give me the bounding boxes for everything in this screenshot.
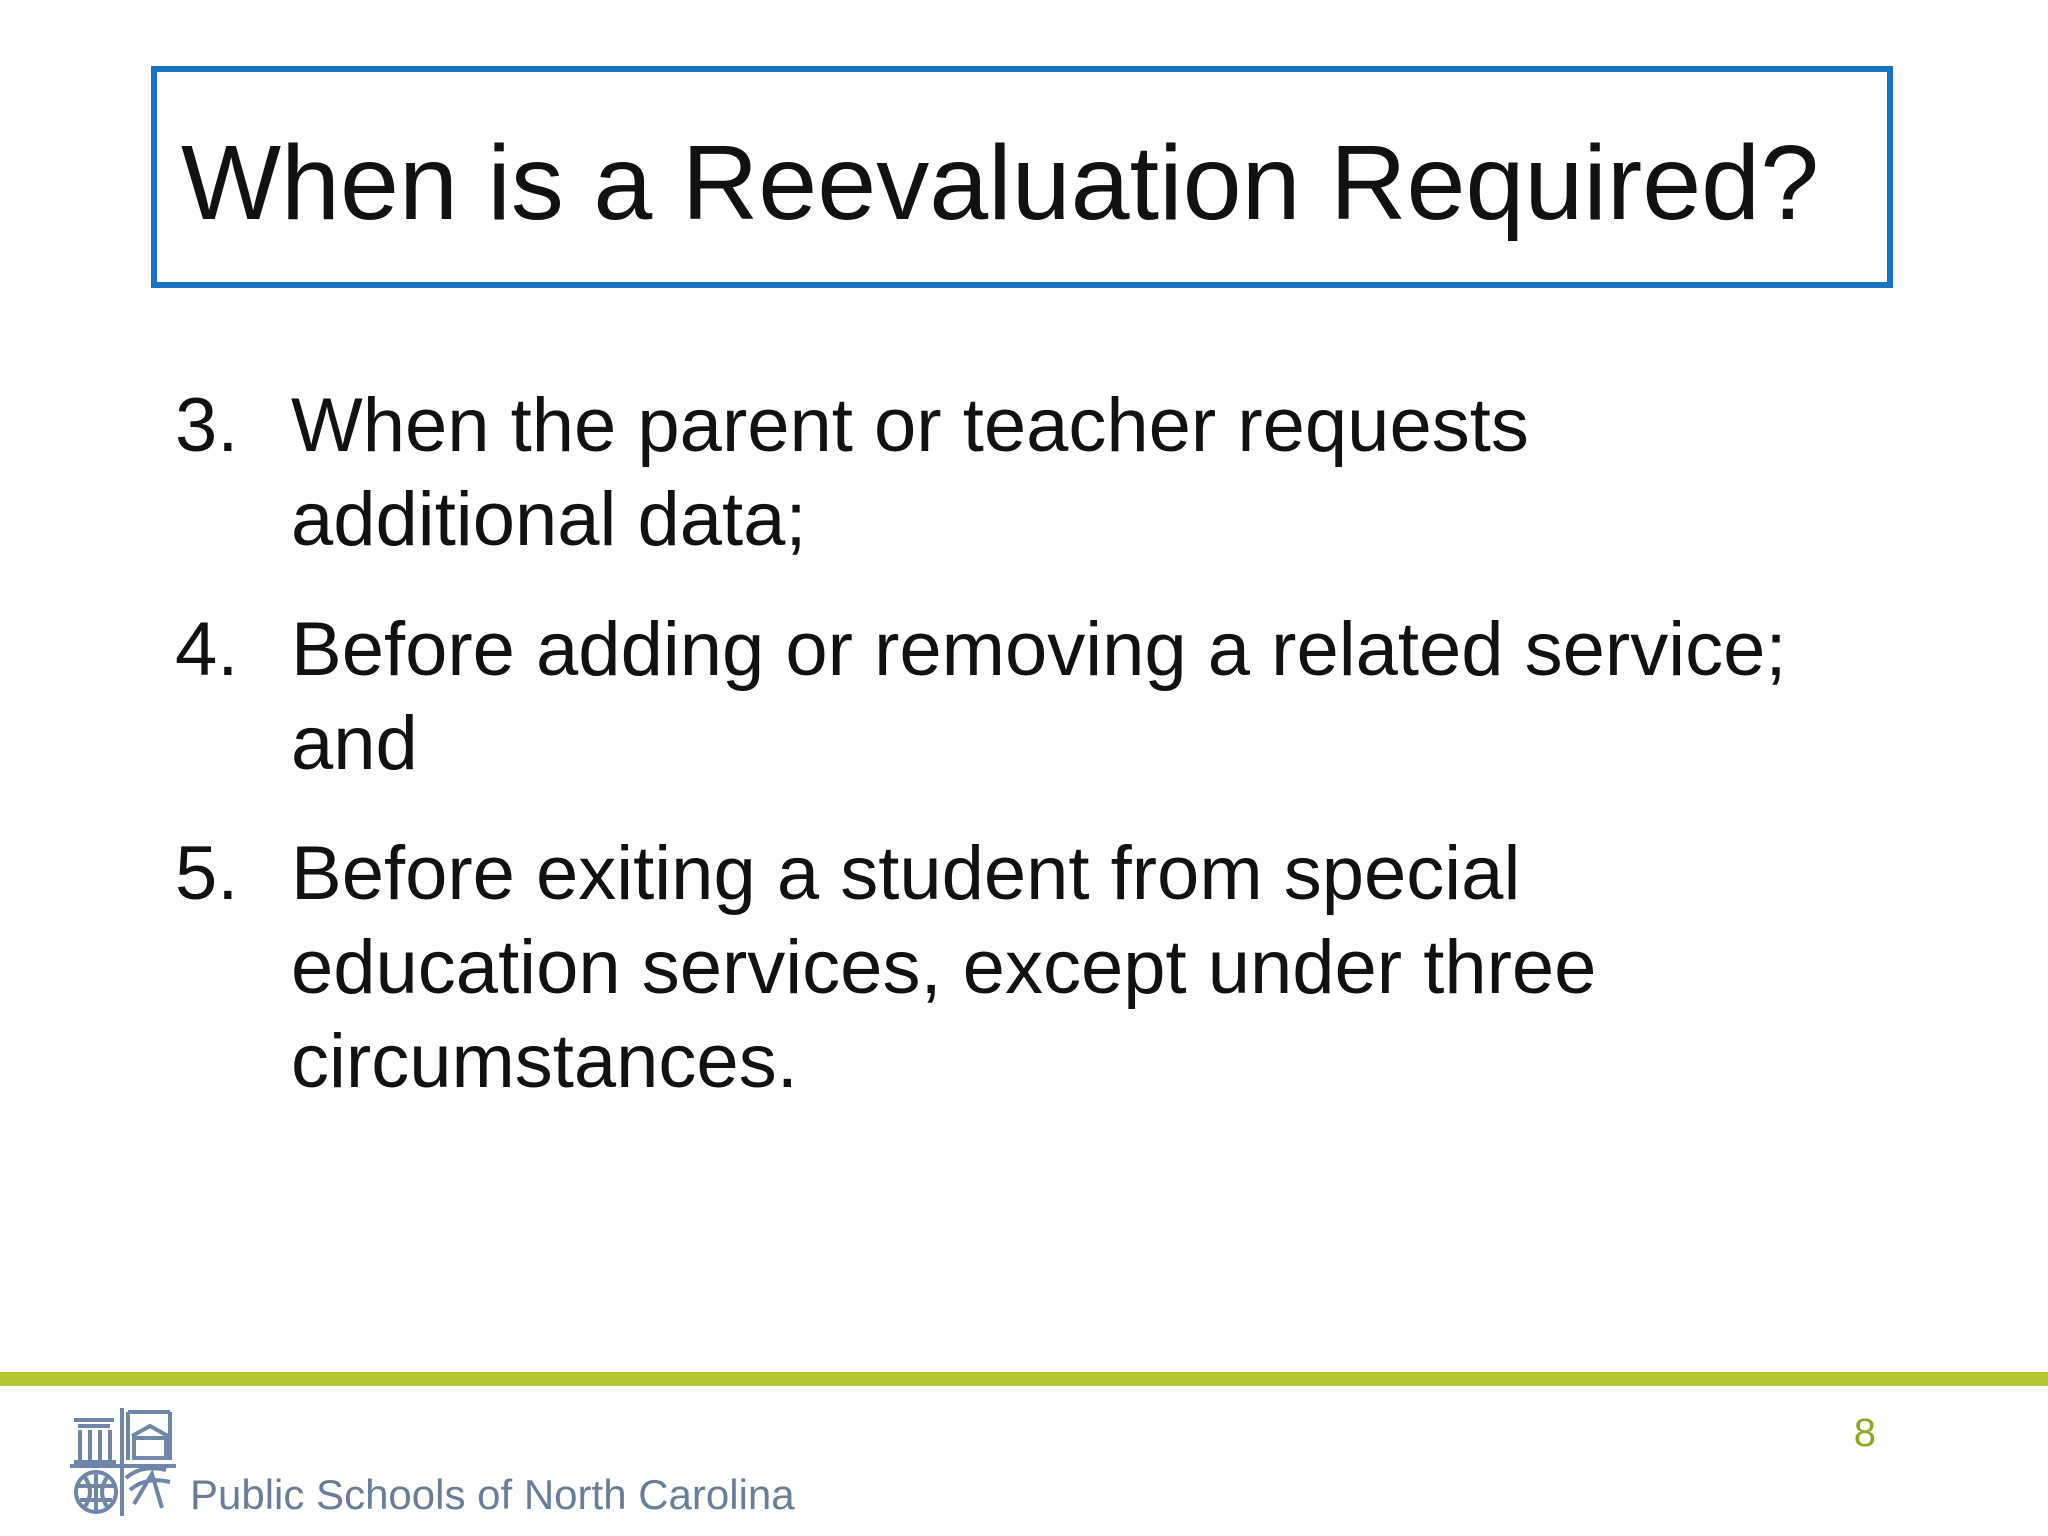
footer-divider: [0, 1372, 2048, 1386]
item-line: Before adding or removing a related service;: [291, 607, 1787, 692]
list-item: [175, 379, 1895, 567]
organization-name: Public Schools of North Carolina: [190, 1471, 795, 1518]
item-line: circumstances.: [291, 1019, 798, 1104]
item-line: and: [291, 701, 418, 786]
item-line: When the parent or teacher requests: [291, 383, 1529, 468]
title-box: [151, 66, 1893, 288]
slide-title: When is a Reevaluation Required?: [181, 124, 1820, 242]
page-number: 8: [1853, 1411, 1876, 1455]
item-number: 4.: [175, 607, 239, 692]
item-number: 3.: [175, 383, 239, 468]
list-item: [175, 827, 1895, 1109]
requirement-list: [175, 379, 1895, 1145]
item-line: Before exiting a student from special: [291, 831, 1521, 916]
ncdpi-logo-icon: [70, 1408, 178, 1518]
item-line: additional data;: [291, 477, 807, 562]
list-item: [175, 603, 1895, 791]
item-number: 5.: [175, 831, 239, 916]
item-line: education services, except under three: [291, 925, 1597, 1010]
